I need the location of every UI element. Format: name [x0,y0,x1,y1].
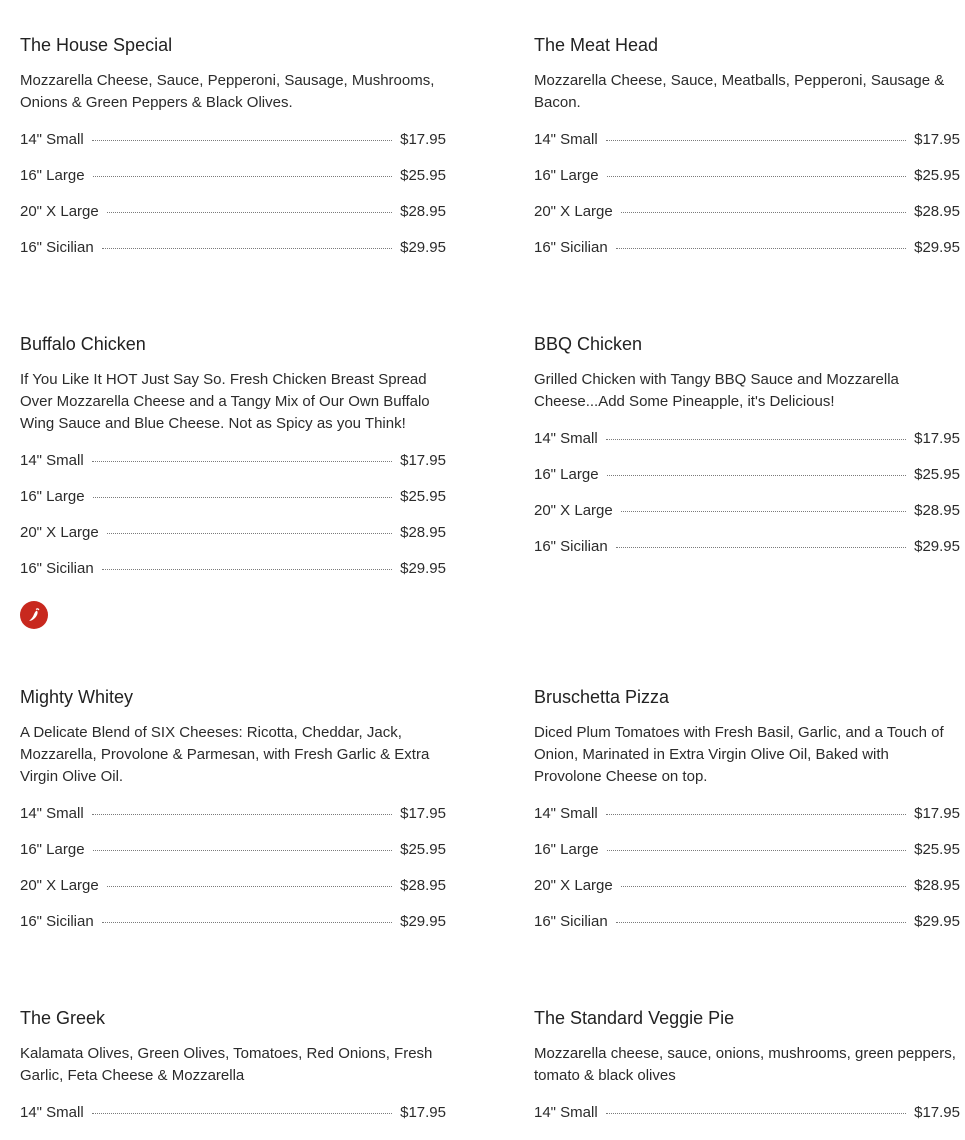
menu-item-standard-veggie-pie [534,1007,960,1131]
dotted-leader [102,922,392,923]
size-label: 14" Small [534,131,598,148]
size-label: 16" Sicilian [534,913,608,930]
dotted-leader [621,212,906,213]
price-value: $29.95 [914,538,960,555]
price-row [20,194,446,230]
dotted-leader [93,497,393,498]
price-value: $29.95 [914,239,960,256]
dotted-leader [606,439,906,440]
price-list [534,421,960,565]
size-label: 20" X Large [534,203,613,220]
price-row [20,230,446,266]
price-row [534,796,960,832]
dotted-leader [102,569,392,570]
price-row [20,443,446,479]
dotted-leader [607,475,907,476]
item-title: The Standard Veggie Pie [534,1008,735,1028]
item-title: Buffalo Chicken [20,334,146,354]
size-label: 20" X Large [20,877,99,894]
chili-pepper-icon [20,601,48,629]
price-list [20,122,446,266]
dotted-leader [606,140,906,141]
menu-item-bbq-chicken [534,333,960,565]
size-label: 16" Large [20,167,85,184]
dotted-leader [92,461,392,462]
price-row [20,1095,446,1131]
size-label: 14" Small [20,805,84,822]
item-description: Diced Plum Tomatoes with Fresh Basil, Garlic, and a Touch of Onion, Marinated in Extra Virgin Olive Oil, Baked with Provolone Cheese on top. [534,724,944,785]
price-row [20,122,446,158]
size-label: 14" Small [20,131,84,148]
price-row [534,421,960,457]
price-row [20,158,446,194]
size-label: 16" Sicilian [20,913,94,930]
price-value: $29.95 [400,239,446,256]
price-row [534,904,960,940]
menu-item-mighty-whitey [20,686,446,940]
price-value: $17.95 [914,131,960,148]
dotted-leader [107,886,392,887]
dotted-leader [92,814,392,815]
price-row [534,194,960,230]
item-title: Mighty Whitey [20,687,134,707]
item-description: Grilled Chicken with Tangy BBQ Sauce and Mozzarella Cheese...Add Some Pineapple, it's Delicious! [534,371,899,410]
price-value: $29.95 [914,913,960,930]
price-row [20,796,446,832]
price-list [20,443,446,587]
size-label: 16" Sicilian [534,239,608,256]
menu-item-house-special [20,34,446,266]
size-label: 16" Sicilian [534,538,608,555]
dotted-leader [107,533,392,534]
dotted-leader [93,176,393,177]
item-title: The House Special [20,35,173,55]
dotted-leader [93,850,393,851]
price-value: $28.95 [914,203,960,220]
size-label: 20" X Large [534,877,613,894]
size-label: 14" Small [20,452,84,469]
price-list [534,1095,960,1131]
price-list [20,796,446,940]
price-value: $28.95 [914,502,960,519]
menu-item-buffalo-chicken [20,333,446,587]
item-description: If You Like It HOT Just Say So. Fresh Chicken Breast Spread Over Mozzarella Cheese and a Tangy Mix of Our Own Buffalo Wing Sauce and Blue Cheese. Not as Spicy as you Think! [20,371,430,432]
price-row [534,1095,960,1131]
price-row [534,158,960,194]
price-value: $28.95 [914,877,960,894]
size-label: 16" Large [534,841,599,858]
price-list [534,796,960,940]
price-row [534,493,960,529]
size-label: 20" X Large [20,524,99,541]
size-label: 16" Large [20,488,85,505]
size-label: 20" X Large [20,203,99,220]
dotted-leader [92,140,392,141]
item-description: Mozzarella Cheese, Sauce, Meatballs, Pepperoni, Sausage & Bacon. [534,72,945,111]
size-label: 14" Small [534,805,598,822]
price-value: $28.95 [400,524,446,541]
price-value: $17.95 [400,131,446,148]
dotted-leader [107,212,392,213]
price-value: $17.95 [914,805,960,822]
size-label: 16" Large [534,167,599,184]
item-description: Mozzarella cheese, sauce, onions, mushrooms, green peppers, tomato & black olives [534,1045,956,1084]
item-description: Mozzarella Cheese, Sauce, Pepperoni, Sausage, Mushrooms, Onions & Green Peppers & Black Olives. [20,72,435,111]
price-value: $28.95 [400,877,446,894]
price-value: $25.95 [914,167,960,184]
price-value: $29.95 [400,913,446,930]
menu-item-meat-head [534,34,960,266]
dotted-leader [92,1113,392,1114]
dotted-leader [607,850,907,851]
price-value: $25.95 [914,841,960,858]
dotted-leader [616,922,906,923]
dotted-leader [102,248,392,249]
size-label: 14" Small [534,430,598,447]
item-description: A Delicate Blend of SIX Cheeses: Ricotta, Cheddar, Jack, Mozzarella, Provolone & Parmesan, with Fresh Garlic & Extra Virgin Olive Oil. [20,724,430,785]
size-label: 14" Small [534,1104,598,1121]
dotted-leader [621,886,906,887]
price-value: $29.95 [400,560,446,577]
item-title: BBQ Chicken [534,334,643,354]
price-value: $25.95 [914,466,960,483]
menu-item-bruschetta-pizza [534,686,960,940]
price-row [534,832,960,868]
price-row [20,868,446,904]
price-row [534,529,960,565]
price-row [20,479,446,515]
price-value: $17.95 [914,1104,960,1121]
dotted-leader [607,176,907,177]
price-value: $28.95 [400,203,446,220]
item-title: Bruschetta Pizza [534,687,670,707]
dotted-leader [606,1113,906,1114]
size-label: 16" Sicilian [20,560,94,577]
dotted-leader [616,547,906,548]
price-value: $25.95 [400,488,446,505]
price-row [534,457,960,493]
price-row [534,230,960,266]
price-value: $17.95 [914,430,960,447]
price-row [534,122,960,158]
price-list [20,1095,446,1131]
price-list [534,122,960,266]
dotted-leader [616,248,906,249]
price-row [20,551,446,587]
menu-item-the-greek [20,1007,446,1131]
size-label: 16" Large [20,841,85,858]
price-row [20,832,446,868]
item-title: The Greek [20,1008,106,1028]
price-value: $17.95 [400,1104,446,1121]
price-value: $17.95 [400,452,446,469]
size-label: 16" Large [534,466,599,483]
size-label: 20" X Large [534,502,613,519]
dotted-leader [606,814,906,815]
item-description: Kalamata Olives, Green Olives, Tomatoes, Red Onions, Fresh Garlic, Feta Cheese & Mozzarella [20,1045,433,1084]
price-value: $25.95 [400,167,446,184]
dotted-leader [621,511,906,512]
price-value: $25.95 [400,841,446,858]
size-label: 16" Sicilian [20,239,94,256]
price-row [20,904,446,940]
price-value: $17.95 [400,805,446,822]
item-title: The Meat Head [534,35,659,55]
price-row [534,868,960,904]
size-label: 14" Small [20,1104,84,1121]
price-row [20,515,446,551]
